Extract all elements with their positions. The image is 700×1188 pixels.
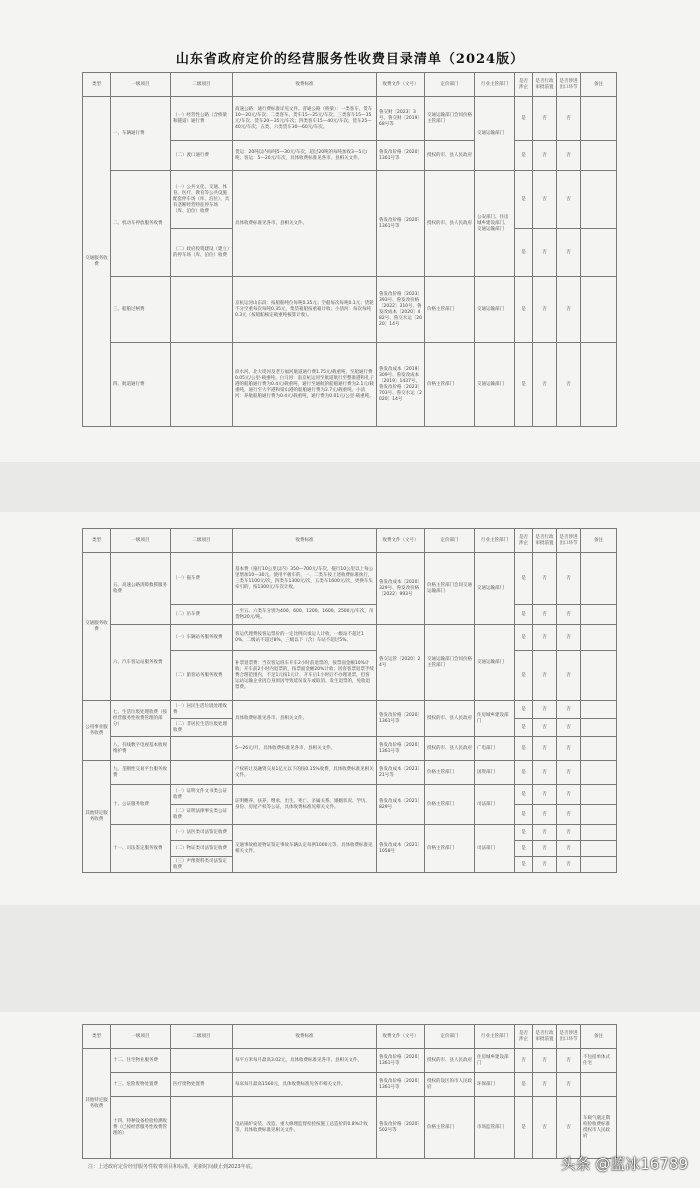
document-cell: 鲁发改成本〔2021〕1058号 (377, 825, 425, 873)
level2-cell (171, 761, 233, 785)
level1-cell: 十一、司法鉴定服务收费 (111, 825, 171, 873)
import-export-cell: 否 (557, 737, 581, 761)
industry-dept-cell: 市场监管部门 (475, 1097, 515, 1159)
col-level1: 一级项目 (111, 73, 171, 97)
import-export-cell: 否 (557, 625, 581, 651)
enterprise-cell: 是 (515, 841, 533, 857)
import-export-cell: 否 (557, 605, 581, 625)
footnote: 注：上述政府定价经营服务性收费项目和标准，更新时间截止到2023年底。 (88, 1164, 256, 1170)
import-export-cell: 否 (557, 229, 581, 277)
watermark: 头条 @蓝冰16789 (560, 1155, 688, 1173)
approval-cell: 否 (533, 277, 557, 343)
enterprise-cell: 是 (515, 625, 533, 651)
industry-dept-cell: 交通运输部门 (475, 343, 515, 427)
fee-table-page-1 (82, 72, 617, 427)
enterprise-cell: 是 (515, 1097, 533, 1159)
approval-cell: 否 (533, 719, 557, 737)
table-row (83, 701, 617, 719)
industry-dept-cell: 公安部门、住房城乡建设部门、交通运输部门 (475, 171, 515, 277)
enterprise-cell: 否 (515, 1049, 533, 1073)
header-row (83, 73, 617, 97)
import-export-cell: 否 (557, 825, 581, 841)
standard-cell: 京杭运河山东段：按船舶吨位每吨0.35元；空船每次每吨0.1元；货轮不分空重每次每吨0.35元，集装箱船按重箱计收；小清河：每次每吨0.3元（按船舶核定载重吨核算计收）。 (233, 277, 377, 343)
standard-cell: 每床每月最高1560元，具体收费标准见各市相关文件。 (233, 1073, 377, 1097)
industry-dept-cell: 交通运输部门 (475, 97, 515, 171)
note-cell (581, 651, 617, 701)
level1-cell: 五、高速公路清障救援服务收费 (111, 553, 171, 625)
level2-cell: （一）居民生活垃圾处理收费 (171, 701, 233, 719)
col-enterprise: 是否涉企 (515, 73, 533, 97)
note-cell: 车载气瓶定期检验收费标准授权市人民政府 (581, 1097, 617, 1159)
pricing-dept-cell: 价格主管部门 (425, 277, 475, 343)
note-cell (581, 825, 617, 841)
enterprise-cell: 是 (515, 97, 533, 141)
enterprise-cell: 是 (515, 171, 533, 229)
col-approval: 是否行政审批前置 (533, 529, 557, 553)
category-cell: 其他特定服务收费 (83, 761, 111, 873)
pricing-dept-cell: 交通运输部门会同价格主管部门 (425, 625, 475, 701)
standard-cell: 补票退票费：当次客运班车开车2小时前退票的，按票面金额10%计收；开车前2小时内退票的，按票面金额20%计收；因客客票退票手续费合理范围内，不足1元按1元计，开车后1小时后不办理退票，但客运站运输企业因自身原因导致延误发车或取消、发生退票的，免收退票费。 (233, 651, 377, 701)
col-enterprise: 是否涉企 (515, 529, 533, 553)
document-cell: 鲁发改价格〔2020〕1361号等 (377, 1049, 425, 1073)
standard-cell: 一至五、六类车分别为400、600、1200、1600、2500元/车次，吊货物20元/吨。 (233, 605, 377, 625)
enterprise-cell: 是 (515, 825, 533, 841)
level1-cell: 一、车辆通行费 (111, 97, 171, 171)
fee-table-page-2 (82, 528, 617, 873)
standard-cell: 5—26元/月，具体收费标准见各市、县相关文件。 (233, 737, 377, 761)
pricing-dept-cell: 授权的市、县人民政府 (425, 141, 475, 171)
approval-cell: 否 (533, 625, 557, 651)
level2-cell: （二）物证类司法鉴定收费 (171, 841, 233, 857)
pricing-dept-cell: 交通运输部门会同价格主管部门 (425, 97, 475, 141)
industry-dept-cell: 交通运输部门 (475, 553, 515, 625)
enterprise-cell: 是 (515, 651, 533, 701)
import-export-cell: 否 (557, 785, 581, 805)
level2-cell (171, 343, 233, 427)
import-export-cell: 否 (557, 1097, 581, 1159)
import-export-cell: 否 (557, 857, 581, 873)
header-row (83, 529, 617, 553)
pricing-dept-cell: 授权的市、县人民政府 (425, 1049, 475, 1073)
pricing-dept-cell: 授权的市、县人民政府 (425, 171, 475, 277)
pricing-dept-cell: 授权的市、县人民政府 (425, 737, 475, 761)
note-cell (581, 805, 617, 825)
col-document: 收费文件（文号） (377, 1025, 425, 1049)
document-title: 山东省政府定价的经营服务性收费目录清单（2024版） (175, 52, 525, 67)
note-cell (581, 719, 617, 737)
industry-dept-cell: 住房城乡建设部门 (475, 1049, 515, 1073)
level1-cell: 七、生活垃圾处理收费（按经营服务性收费管理的部分） (111, 701, 171, 737)
col-pricing-dept: 定价部门 (425, 529, 475, 553)
note-cell (581, 229, 617, 277)
import-export-cell: 否 (557, 277, 581, 343)
import-export-cell: 否 (557, 141, 581, 171)
level1-cell: 九、垄断性交易平台服务收费 (111, 761, 171, 785)
col-note: 备注 (581, 529, 617, 553)
document-cell: 鲁发改价格〔2020〕502号等 (377, 1097, 425, 1159)
industry-dept-cell: 司法部门 (475, 785, 515, 825)
enterprise-cell: 是 (515, 229, 533, 277)
document-cell: 鲁发改价格〔2020〕1361号等 (377, 171, 425, 277)
category-cell: 公用事业服务收费 (83, 701, 111, 761)
industry-dept-cell: 环保部门 (475, 1073, 515, 1097)
col-approval: 是否行政审批前置 (533, 1025, 557, 1049)
level2-cell: 医疗废物处置费 (171, 1073, 233, 1097)
level2-cell: （一）经营性公路（含桥梁和隧道）通行费 (171, 97, 233, 141)
col-standard: 收费标准 (233, 1025, 377, 1049)
note-cell (581, 171, 617, 229)
approval-cell: 否 (533, 553, 557, 605)
table-row (83, 1049, 617, 1073)
level2-cell: （二）证明法律事实类公证收费 (171, 805, 233, 825)
enterprise-cell: 是 (515, 141, 533, 171)
col-note: 备注 (581, 1025, 617, 1049)
import-export-cell: 否 (557, 701, 581, 719)
note-cell (581, 141, 617, 171)
import-export-cell: 否 (557, 719, 581, 737)
document-cell: 鲁发改成本〔2023〕21号等 (377, 761, 425, 785)
level1-cell: 六、汽车客运站服务收费 (111, 625, 171, 701)
col-pricing-dept: 定价部门 (425, 73, 475, 97)
level2-cell: （一）车辆站务服务收费 (171, 625, 233, 651)
document-cell: 鲁发改成本〔2020〕329号、鲁发改价格〔2022〕993号 (377, 553, 425, 625)
level2-cell: （二）吊车费 (171, 605, 233, 625)
level1-cell: 十、公证服务收费 (111, 785, 171, 825)
industry-dept-cell: 交通运输部门 (475, 277, 515, 343)
table-row (83, 785, 617, 805)
note-cell (581, 841, 617, 857)
note-cell (581, 605, 617, 625)
import-export-cell: 否 (557, 343, 581, 427)
pricing-dept-cell: 价格主管部门 (425, 343, 475, 427)
standard-cell: 证明赡养、扶养、继承、出生、死亡、亲属关系、婚姻状况、学历、身份、房屋产权等公证，具体收费标准见相关文件。 (233, 785, 377, 825)
import-export-cell: 否 (557, 1049, 581, 1073)
import-export-cell: 否 (557, 805, 581, 825)
enterprise-cell: 是 (515, 761, 533, 785)
table-row (83, 277, 617, 343)
table-row (83, 343, 617, 427)
col-standard: 收费标准 (233, 73, 377, 97)
approval-cell: 否 (533, 229, 557, 277)
note-cell (581, 761, 617, 785)
col-note: 备注 (581, 73, 617, 97)
standard-cell: 具体收费标准见各市、县相关文件。 (233, 171, 377, 277)
note-cell (581, 625, 617, 651)
industry-dept-cell: 广电部门 (475, 737, 515, 761)
approval-cell: 否 (533, 1097, 557, 1159)
enterprise-cell: 是 (515, 737, 533, 761)
document-cell: 鲁交财〔2023〕3号、鲁交财〔2019〕68号等 (377, 97, 425, 141)
approval-cell: 否 (533, 805, 557, 825)
standard-cell: 货运：20吨以内每吨5—30元/车次，超过20吨的每吨加收3—5元/吨；客运：5—20元/车次，具体收费标准见各市、县相关文件。 (233, 141, 377, 171)
standard-cell: 客运代理费按客运票价的一定比例向承运人计收，一级站不超过10%，二级站不超过8%，三级以下（含）车站不超过5%。 (233, 625, 377, 651)
standard-cell: 每平方米每月最高3.02元，具体收费标准见各市、县相关文件。 (233, 1049, 377, 1073)
industry-dept-cell: 国资部门 (475, 761, 515, 785)
pricing-dept-cell: 价格主管部门 (425, 825, 475, 873)
col-pricing-dept: 定价部门 (425, 1025, 475, 1049)
level2-cell (171, 277, 233, 343)
enterprise-cell: 是 (515, 1073, 533, 1097)
enterprise-cell: 是 (515, 277, 533, 343)
pricing-dept-cell: 授权的市、县人民政府 (425, 701, 475, 737)
col-document: 收费文件（文号） (377, 73, 425, 97)
approval-cell: 否 (533, 825, 557, 841)
approval-cell: 否 (533, 1049, 557, 1073)
pricing-dept-cell: 价格主管部门 (425, 1097, 475, 1159)
table-row (83, 1097, 617, 1159)
standard-cell: 高速公路：通行费标准详见文件。普通公路（桥梁）：一类客车、货车10—20元/车次；二类客车、货车15—25元/车次；三类客车15—35元/车次、货车20—35元/车次；四类客车15—40元/车次、货车25—40元/车次；五类、六类货车30—60元/车次。 (233, 97, 377, 141)
document-cell: 鲁发改价格〔2023〕393号、鲁发改价格〔2022〕310号、鲁发改成本〔2020〕482号、鲁交水运〔2020〕14号 (377, 277, 425, 343)
standard-cell: 具体收费标准见各市、县相关文件。 (233, 701, 377, 737)
approval-cell: 否 (533, 701, 557, 719)
note-cell (581, 701, 617, 719)
col-type: 类型 (83, 1025, 111, 1049)
import-export-cell: 否 (557, 553, 581, 605)
import-export-cell: 否 (557, 761, 581, 785)
level2-cell: （三）声像资料类司法鉴定收费 (171, 857, 233, 873)
document-cell: 鲁发改价格〔2020〕1361号等 (377, 141, 425, 171)
level2-cell: （二）渡口通行费 (171, 141, 233, 171)
approval-cell: 否 (533, 141, 557, 171)
level2-cell: （一）拖车费 (171, 553, 233, 605)
fee-table-page-3 (82, 1024, 617, 1159)
standard-cell: 电站锅炉安装、改造、重大修理监督检验按施工总造价的0.8%计收等，具体收费标准见相关文件。 (233, 1097, 377, 1159)
col-industry-dept: 行业主管部门 (475, 73, 515, 97)
approval-cell: 否 (533, 605, 557, 625)
col-import-export: 是否涉进出口环节 (557, 529, 581, 553)
enterprise-cell: 是 (515, 805, 533, 825)
document-cell: 鲁发改价格〔2020〕1361号等 (377, 1073, 425, 1097)
note-cell (581, 553, 617, 605)
category-cell: 交通服务收费 (83, 553, 111, 701)
col-level2: 二级项目 (171, 1025, 233, 1049)
level1-cell: 三、船舶过闸费 (111, 277, 171, 343)
approval-cell: 否 (533, 841, 557, 857)
standard-cell: 基本费（拖行10公里以内）350—700元/车次，拖行10公里以上每公里增加10—30元。使用平板车的，一、二类车按上述收费标准执行，三类车1100元/次，四类车1300元/次，五类车1600元/次，更换车头牵引的，按1300元/车次计收。 (233, 553, 377, 605)
note-cell (581, 785, 617, 805)
table-row (83, 1073, 617, 1097)
col-approval: 是否行政审批前置 (533, 73, 557, 97)
note-cell: 不包括单体式住宅 (581, 1049, 617, 1073)
category-cell: 其他特定服务收费 (83, 1049, 111, 1159)
enterprise-cell: 是 (515, 719, 533, 737)
level2-cell: （二）政府投资建设（建立）的停车场（库、泊位）收费 (171, 229, 233, 277)
table-row (83, 625, 617, 651)
import-export-cell: 否 (557, 651, 581, 701)
col-standard: 收费标准 (233, 529, 377, 553)
document-cell: 鲁发改成本〔2019〕309号、鲁发改成本〔2019〕1437号、鲁发改价格〔2023〕703号、鲁交水运〔2020〕14号 (377, 343, 425, 427)
pricing-dept-cell: 价格主管部门 (425, 785, 475, 825)
col-level2: 二级项目 (171, 73, 233, 97)
document-cell: 鲁发改价格〔2020〕1361号等 (377, 701, 425, 737)
table-row (83, 97, 617, 141)
note-cell (581, 343, 617, 427)
note-cell (581, 277, 617, 343)
approval-cell: 否 (533, 1073, 557, 1097)
level2-cell (171, 1049, 233, 1073)
approval-cell: 否 (533, 343, 557, 427)
industry-dept-cell: 交通运输部门 (475, 625, 515, 701)
import-export-cell: 否 (557, 841, 581, 857)
enterprise-cell: 是 (515, 785, 533, 805)
col-document: 收费文件（文号） (377, 529, 425, 553)
col-type: 类型 (83, 529, 111, 553)
approval-cell: 否 (533, 857, 557, 873)
enterprise-cell: 是 (515, 343, 533, 427)
note-cell (581, 857, 617, 873)
note-cell (581, 97, 617, 141)
level2-cell (171, 737, 233, 761)
document-cell: 鲁交运管〔2020〕24号 (377, 625, 425, 701)
enterprise-cell: 是 (515, 857, 533, 873)
col-industry-dept: 行业主管部门 (475, 529, 515, 553)
level2-cell: （二）旅客站务服务收费 (171, 651, 233, 701)
document-cell: 鲁发改价格〔2020〕1361号等 (377, 737, 425, 761)
pricing-dept-cell: 价格主管部门会同交通运输部门 (425, 553, 475, 625)
industry-dept-cell: 住房城乡建设部门 (475, 701, 515, 737)
col-level1: 一级项目 (111, 1025, 171, 1049)
level2-cell: （一）证明文件文书类公证收费 (171, 785, 233, 805)
pricing-dept-cell: 授权的设区的市人民政府 (425, 1073, 475, 1097)
level1-cell: 八、有线数字电视基本收视维护费 (111, 737, 171, 761)
col-import-export: 是否涉进出口环节 (557, 1025, 581, 1049)
col-type: 类型 (83, 73, 111, 97)
standard-cell: 交通事故痕迹物证鉴定事故车辆认定每例1000元等，具体收费标准见相关文件。 (233, 825, 377, 873)
standard-cell: 产权转让及融资交易1亿元以下的按0.15%收费，具体收费标准见相关文件。 (233, 761, 377, 785)
header-row (83, 1025, 617, 1049)
import-export-cell: 否 (557, 97, 581, 141)
col-level2: 二级项目 (171, 529, 233, 553)
table-row (83, 737, 617, 761)
enterprise-cell: 是 (515, 701, 533, 719)
level1-cell: 四、航道通行费 (111, 343, 171, 427)
level1-cell: 十三、危险废物处置费 (111, 1073, 171, 1097)
level2-cell: （一）公共文化、交通、体育、医疗、教育等公共设施配套停车场（库、泊位），具有垄断经营特征停车场（库、泊位）收费 (171, 171, 233, 229)
level2-cell: （一）法医类司法鉴定收费 (171, 825, 233, 841)
level1-cell: 十四、特种设备检验检测收费（已按经营服务性收费管理的） (111, 1097, 171, 1159)
enterprise-cell: 是 (515, 553, 533, 605)
level1-cell: 二、机动车停放服务收费 (111, 171, 171, 277)
enterprise-cell: 是 (515, 605, 533, 625)
approval-cell: 否 (533, 651, 557, 701)
approval-cell: 否 (533, 785, 557, 805)
note-cell (581, 737, 617, 761)
pricing-dept-cell: 价格主管部门 (425, 761, 475, 785)
standard-cell: 滨水河、北大堤河及老万福河航道通行费1.75元/载重吨，至船通行费0.05元/公里·载重吨。白马河：南京杭运河至航道航行至整准港和孔子港的船舶通行费为0.4元/载重吨，通行至通航的船舶通行费为2.1元/载重吨，通行至大平港和梁山港的船舶通行费为2.7元/载重吨。小清河：养航船舶通行费为0.4元/载重吨，通行费为0.01元/公里·载重吨。 (233, 343, 377, 427)
col-industry-dept: 行业主管部门 (475, 1025, 515, 1049)
level2-cell (171, 1097, 233, 1159)
import-export-cell: 否 (557, 1073, 581, 1097)
col-enterprise: 是否涉企 (515, 1025, 533, 1049)
category-cell: 交通服务收费 (83, 97, 111, 427)
col-import-export: 是否涉进出口环节 (557, 73, 581, 97)
approval-cell: 否 (533, 761, 557, 785)
table-row (83, 825, 617, 841)
table-row (83, 171, 617, 229)
note-cell (581, 1073, 617, 1097)
approval-cell: 否 (533, 737, 557, 761)
table-row (83, 553, 617, 605)
approval-cell: 否 (533, 97, 557, 141)
level2-cell: （二）非居民生活垃圾处理收费 (171, 719, 233, 737)
table-row (83, 761, 617, 785)
level1-cell: 十二、住宅物业服务费 (111, 1049, 171, 1073)
industry-dept-cell: 司法部门 (475, 825, 515, 873)
document-cell: 鲁发改成本〔2021〕829号 (377, 785, 425, 825)
col-level1: 一级项目 (111, 529, 171, 553)
approval-cell: 否 (533, 171, 557, 229)
import-export-cell: 否 (557, 171, 581, 229)
